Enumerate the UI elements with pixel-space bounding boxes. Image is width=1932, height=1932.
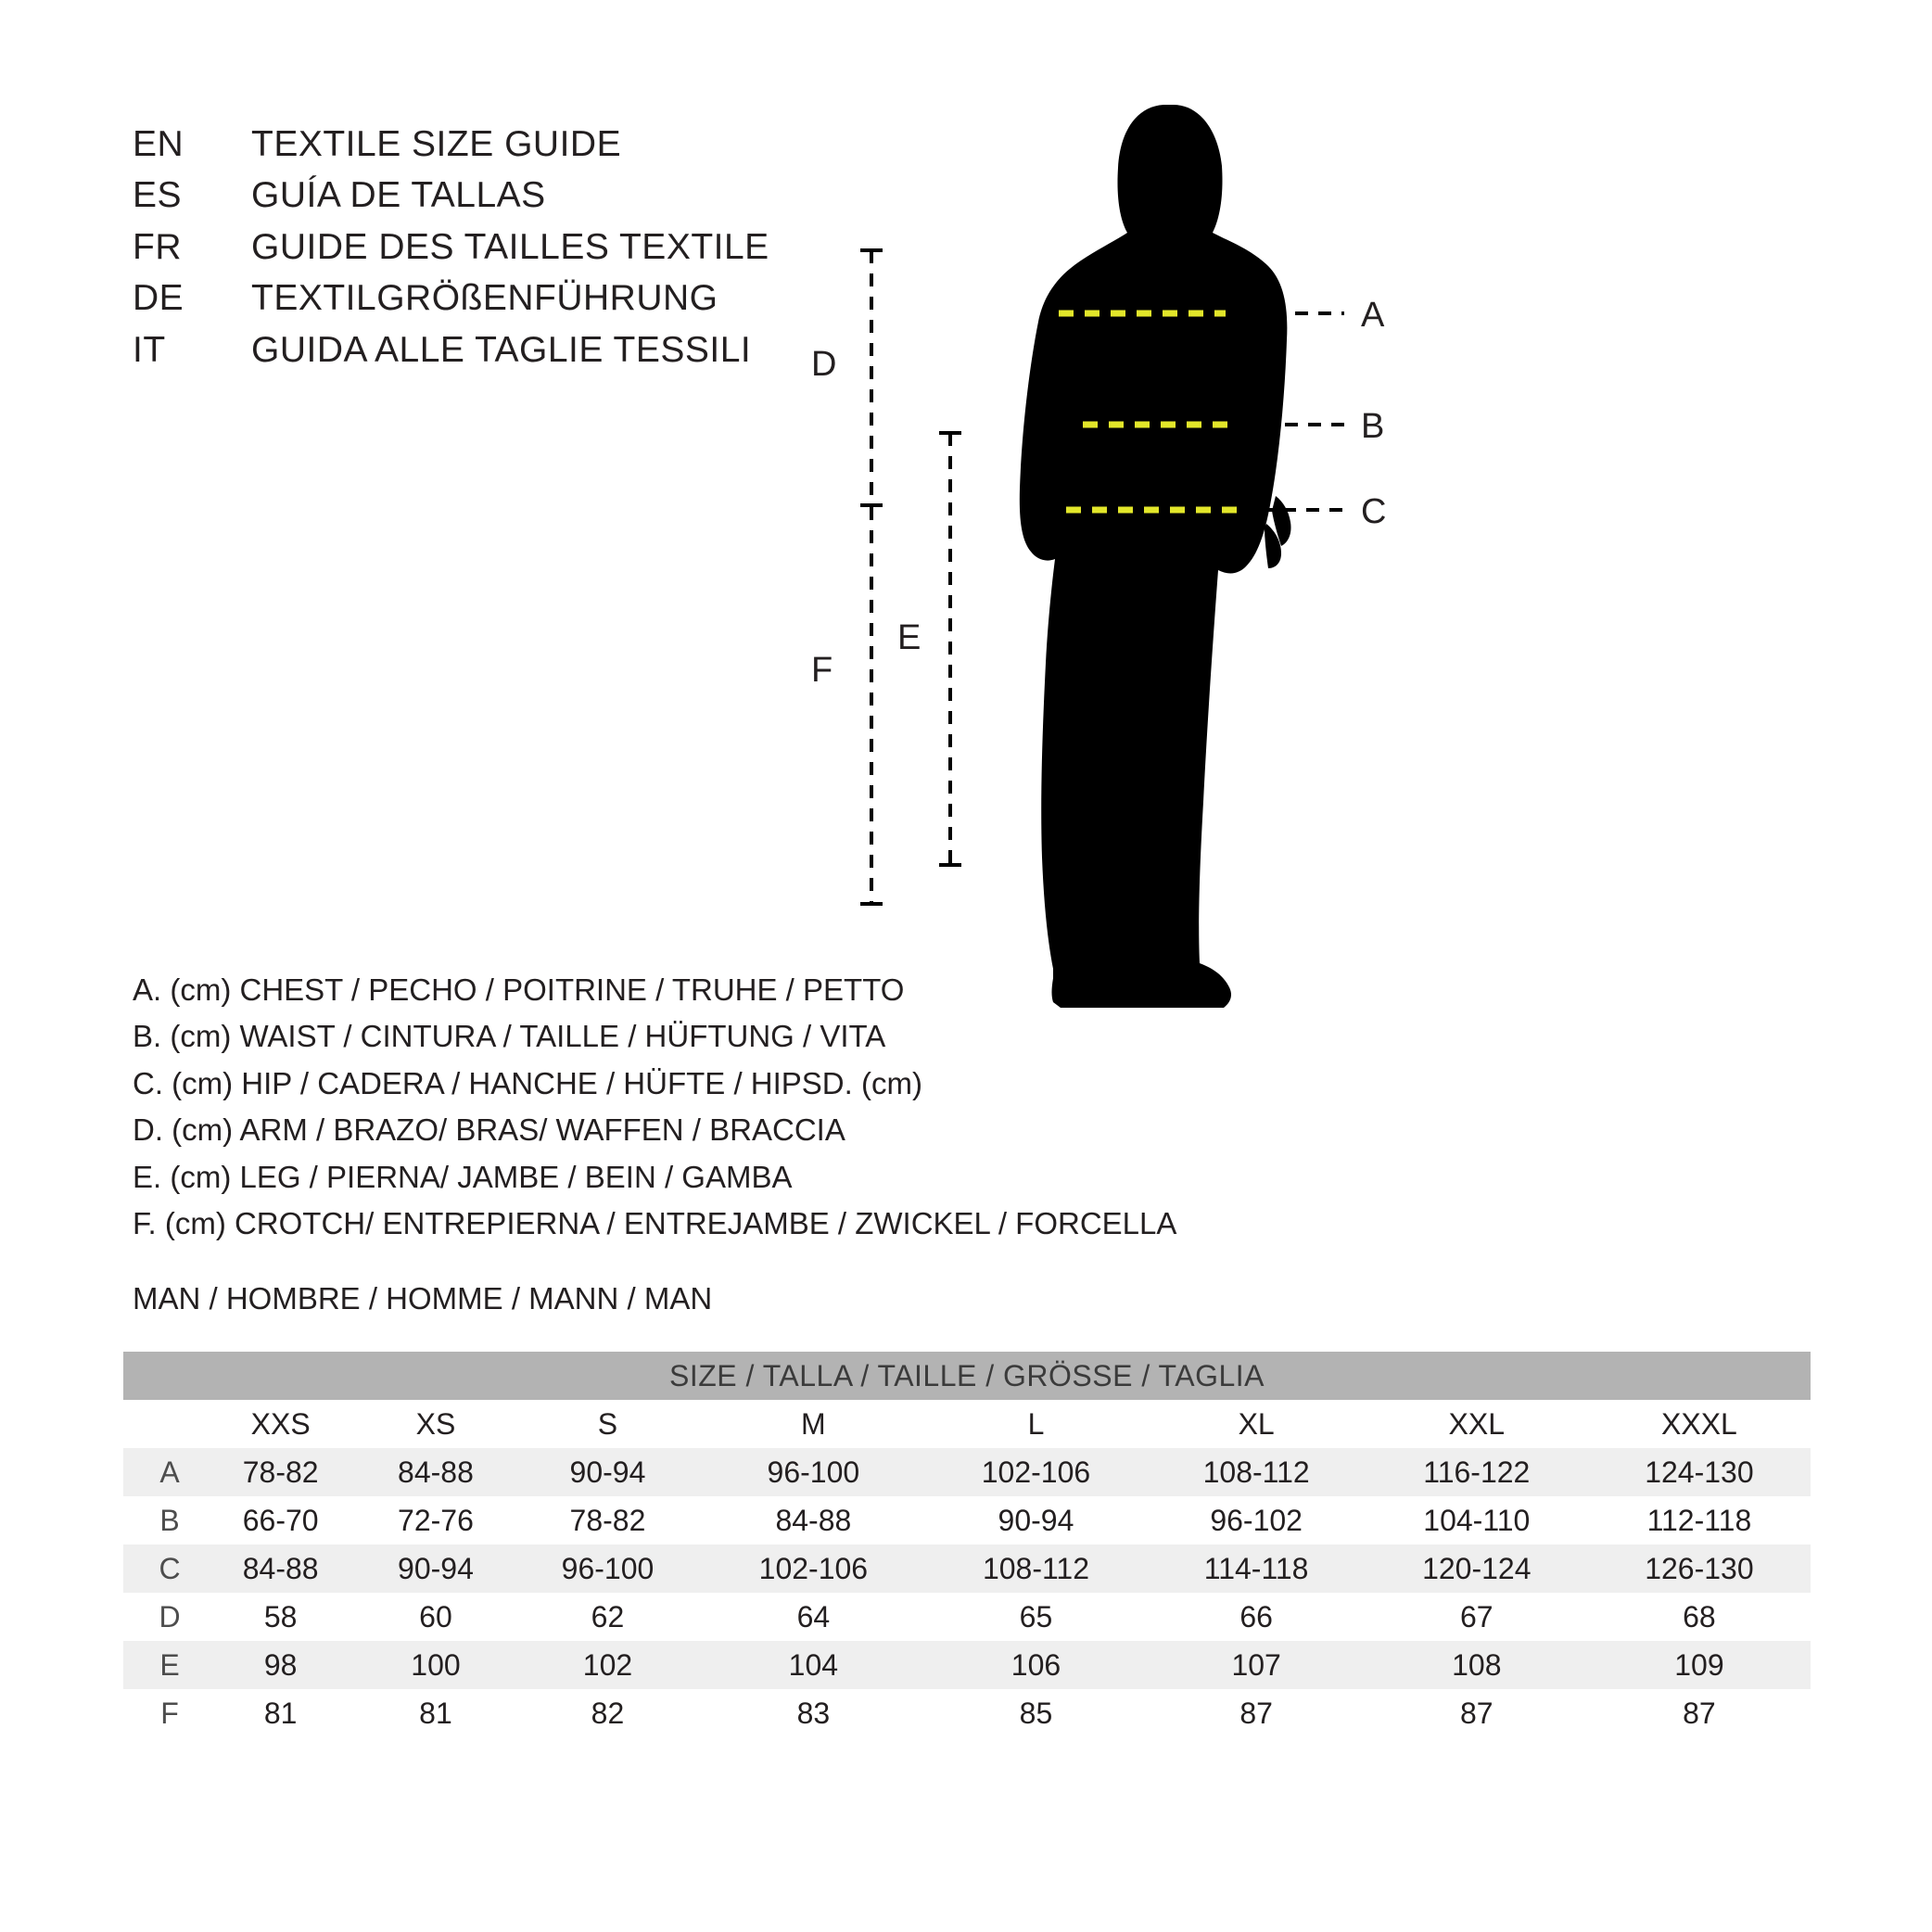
cell-c-xxxl: 126-130: [1588, 1544, 1811, 1593]
male-silhouette-icon: [1020, 105, 1291, 1008]
size-col-m: M: [702, 1400, 924, 1448]
cell-f-m: 83: [702, 1689, 924, 1737]
size-col-xl: XL: [1148, 1400, 1366, 1448]
cell-d-xl: 66: [1148, 1593, 1366, 1641]
cell-d-m: 64: [702, 1593, 924, 1641]
label-f: F: [811, 651, 833, 690]
cell-c-l: 108-112: [924, 1544, 1147, 1593]
legend-item-e: E. (cm) LEG / PIERNA/ JAMBE / BEIN / GAMBA: [133, 1159, 793, 1194]
size-col-xxxl: XXXL: [1588, 1400, 1811, 1448]
cell-d-s: 62: [514, 1593, 703, 1641]
cell-c-xxl: 120-124: [1366, 1544, 1588, 1593]
title-text-de: TEXTILGRÖßENFÜHRUNG: [251, 278, 718, 319]
title-row-es: [133, 170, 967, 221]
table-row: [123, 1496, 1811, 1544]
cell-a-xl: 108-112: [1148, 1448, 1366, 1496]
label-c: C: [1361, 492, 1387, 531]
cell-e-s: 102: [514, 1641, 703, 1689]
row-label-b: B: [123, 1496, 203, 1544]
cell-f-xs: 81: [358, 1689, 513, 1737]
cell-f-xxxl: 87: [1588, 1689, 1811, 1737]
title-row-it: [133, 324, 967, 375]
legend-item-f: F. (cm) CROTCH/ ENTREPIERNA / ENTREJAMBE / ZWICKEL / FORCELLA: [133, 1206, 1177, 1241]
row-label-d: D: [123, 1593, 203, 1641]
cell-d-xxxl: 68: [1588, 1593, 1811, 1641]
row-label-c: C: [123, 1544, 203, 1593]
cell-c-xs: 90-94: [358, 1544, 513, 1593]
cell-e-m: 104: [702, 1641, 924, 1689]
cell-a-xs: 84-88: [358, 1448, 513, 1496]
table-corner-cell: [123, 1400, 203, 1448]
title-lang-fr: FR: [133, 226, 182, 267]
table-row: [123, 1689, 1811, 1737]
cell-b-l: 90-94: [924, 1496, 1147, 1544]
table-size-row: [123, 1400, 1811, 1448]
table-row: [123, 1544, 1811, 1593]
cell-f-xl: 87: [1148, 1689, 1366, 1737]
cell-c-xl: 114-118: [1148, 1544, 1366, 1593]
title-lang-it: IT: [133, 329, 166, 370]
cell-f-s: 82: [514, 1689, 703, 1737]
cell-e-xs: 100: [358, 1641, 513, 1689]
cell-b-xs: 72-76: [358, 1496, 513, 1544]
size-col-xxl: XXL: [1366, 1400, 1588, 1448]
size-col-xxs: XXS: [203, 1400, 358, 1448]
table-row: [123, 1593, 1811, 1641]
cell-f-xxs: 81: [203, 1689, 358, 1737]
cell-b-xxs: 66-70: [203, 1496, 358, 1544]
row-label-a: A: [123, 1448, 203, 1496]
title-lang-en: EN: [133, 124, 184, 164]
legend-item-b: B. (cm) WAIST / CINTURA / TAILLE / HÜFTUNG / VITA: [133, 1019, 886, 1054]
cell-e-xl: 107: [1148, 1641, 1366, 1689]
title-text-en: TEXTILE SIZE GUIDE: [251, 124, 622, 164]
cell-a-s: 90-94: [514, 1448, 703, 1496]
label-b: B: [1361, 407, 1385, 446]
size-col-xs: XS: [358, 1400, 513, 1448]
cell-b-xxl: 104-110: [1366, 1496, 1588, 1544]
cell-d-xxs: 58: [203, 1593, 358, 1641]
cell-e-xxl: 108: [1366, 1641, 1588, 1689]
size-col-s: S: [514, 1400, 703, 1448]
table-row: [123, 1448, 1811, 1496]
legend-block: [133, 967, 1199, 1248]
title-row-fr: [133, 222, 967, 273]
title-text-it: GUIDA ALLE TAGLIE TESSILI: [251, 329, 752, 370]
legend-item-c: C. (cm) HIP / CADERA / HANCHE / HÜFTE / HIPSD. (cm): [133, 1065, 922, 1100]
cell-d-xxl: 67: [1366, 1593, 1588, 1641]
cell-a-l: 102-106: [924, 1448, 1147, 1496]
size-table: [123, 1352, 1811, 1737]
cell-b-m: 84-88: [702, 1496, 924, 1544]
cell-c-m: 102-106: [702, 1544, 924, 1593]
title-lang-de: DE: [133, 278, 184, 319]
cell-b-xl: 96-102: [1148, 1496, 1366, 1544]
row-label-f: F: [123, 1689, 203, 1737]
title-block: [133, 119, 967, 375]
title-lang-es: ES: [133, 175, 183, 216]
cell-b-xxxl: 112-118: [1588, 1496, 1811, 1544]
title-text-es: GUÍA DE TALLAS: [251, 175, 546, 216]
table-header-label: SIZE / TALLA / TAILLE / GRÖSSE / TAGLIA: [123, 1352, 1811, 1400]
cell-b-s: 78-82: [514, 1496, 703, 1544]
title-row-en: [133, 119, 967, 170]
cell-a-xxl: 116-122: [1366, 1448, 1588, 1496]
label-a: A: [1361, 296, 1385, 335]
cell-c-s: 96-100: [514, 1544, 703, 1593]
row-label-e: E: [123, 1641, 203, 1689]
cell-d-l: 65: [924, 1593, 1147, 1641]
cell-e-l: 106: [924, 1641, 1147, 1689]
cell-e-xxxl: 109: [1588, 1641, 1811, 1689]
cell-a-m: 96-100: [702, 1448, 924, 1496]
table-row: [123, 1641, 1811, 1689]
cell-d-xs: 60: [358, 1593, 513, 1641]
label-d: D: [811, 345, 837, 384]
legend-item-d: D. (cm) ARM / BRAZO/ BRAS/ WAFFEN / BRACCIA: [133, 1112, 845, 1148]
size-table-wrapper: [123, 1352, 1811, 1737]
size-col-l: L: [924, 1400, 1147, 1448]
cell-f-l: 85: [924, 1689, 1147, 1737]
title-row-de: [133, 273, 967, 324]
label-e: E: [897, 618, 922, 657]
cell-c-xxs: 84-88: [203, 1544, 358, 1593]
gender-label: MAN / HOMBRE / HOMME / MANN / MAN: [133, 1281, 713, 1316]
cell-e-xxs: 98: [203, 1641, 358, 1689]
cell-a-xxxl: 124-130: [1588, 1448, 1811, 1496]
cell-f-xxl: 87: [1366, 1689, 1588, 1737]
table-header-band: [123, 1352, 1811, 1400]
cell-a-xxs: 78-82: [203, 1448, 358, 1496]
title-text-fr: GUIDE DES TAILLES TEXTILE: [251, 226, 769, 267]
legend-item-a: A. (cm) CHEST / PECHO / POITRINE / TRUHE / PETTO: [133, 972, 905, 1007]
